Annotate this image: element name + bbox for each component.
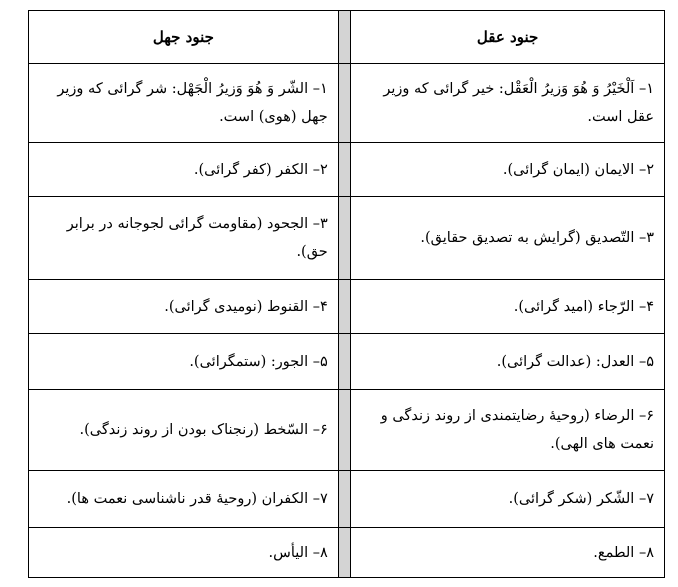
jahl-cell: ۱– الشّر وَ هُوَ وَزیرُ الْجَهْل: شر گرائی که وزیر جهل (هوی) است.	[29, 64, 339, 143]
header-jahl: جنود جهل	[29, 11, 339, 64]
aql-cell: ۲– الایمان (ایمان گرائی).	[351, 143, 665, 197]
separator-column	[338, 390, 350, 471]
header-aql: جنود عقل	[351, 11, 665, 64]
table-row	[29, 143, 665, 197]
jahl-cell: ۲– الکفر (کفر گرائی).	[29, 143, 339, 197]
separator-column	[338, 528, 350, 578]
separator-column	[338, 143, 350, 197]
table-row	[29, 390, 665, 471]
separator-column	[338, 334, 350, 390]
separator-column	[338, 64, 350, 143]
aql-cell: ۴– الرّجاء (امید گرائی).	[351, 280, 665, 334]
separator-column	[338, 11, 350, 64]
aql-cell: ۵– العدل: (عدالت گرائی).	[351, 334, 665, 390]
table-row	[29, 334, 665, 390]
jahl-cell: ۴– القنوط (نومیدی گرائی).	[29, 280, 339, 334]
jahl-cell: ۷– الکفران (روحیهٔ قدر ناشناسی نعمت ها).	[29, 471, 339, 528]
separator-column	[338, 280, 350, 334]
jahl-cell: ۳– الجحود (مقاومت گرائی لجوجانه در برابر حق).	[29, 197, 339, 280]
aql-cell: ۶– الرضاء (روحیهٔ رضایتمندی از روند زندگی و نعمت های الهی).	[351, 390, 665, 471]
table-row	[29, 64, 665, 143]
aql-cell: ۳– التّصدیق (گرایش به تصدیق حقایق).	[351, 197, 665, 280]
table-row	[29, 197, 665, 280]
aql-cell: ۷– الشّکر (شکر گرائی).	[351, 471, 665, 528]
aql-cell: ۸– الطمع.	[351, 528, 665, 578]
jahl-cell: ۵– الجور: (ستمگرائی).	[29, 334, 339, 390]
aql-cell: ۱– اَلْخَیْرُ وَ هُوَ وَزیرُ الْعَقْل: خیر گرائی که وزیر عقل است.	[351, 64, 665, 143]
separator-column	[338, 471, 350, 528]
table-row	[29, 528, 665, 578]
jahl-cell: ۶– السّخط (رنجناک بودن از روند زندگی).	[29, 390, 339, 471]
soldiers-table	[28, 10, 665, 578]
jahl-cell: ۸– الیأس.	[29, 528, 339, 578]
table-row	[29, 280, 665, 334]
table-row	[29, 471, 665, 528]
separator-column	[338, 197, 350, 280]
table-header-row	[29, 11, 665, 64]
